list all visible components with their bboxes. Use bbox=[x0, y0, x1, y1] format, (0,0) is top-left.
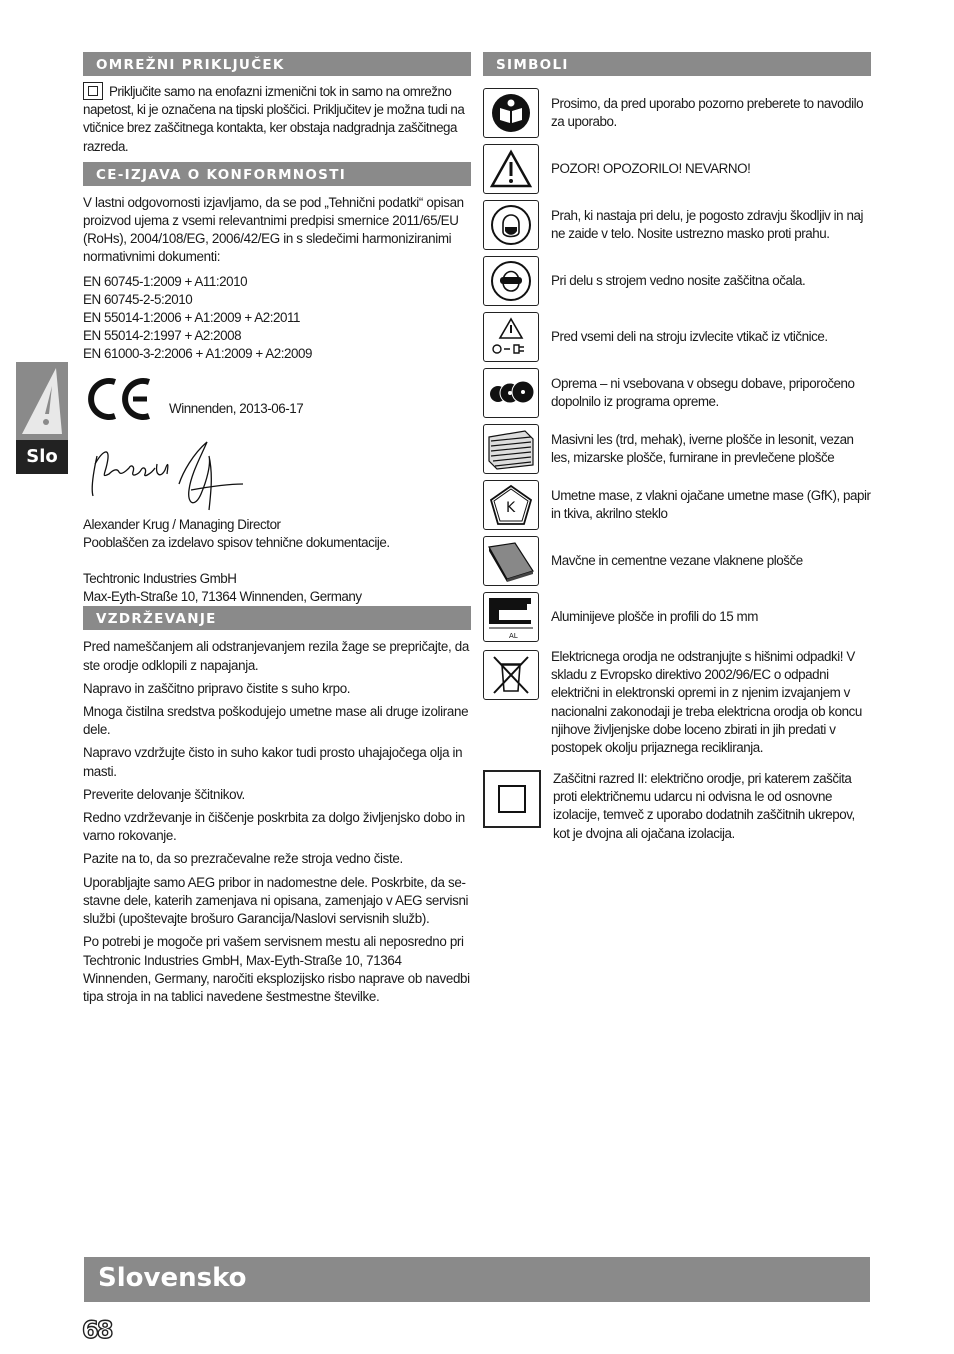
signatory: Alexander Krug / Managing Director bbox=[83, 516, 281, 532]
plasterboard-icon bbox=[483, 536, 539, 586]
symbol-text: Prah, ki nastaja pri delu, je pogosto zdravju škodljiv in naj ne zaide v telo. Nosite ustrezno masko proti prahu. bbox=[551, 207, 863, 241]
symbol-row bbox=[483, 312, 871, 362]
symbol-row bbox=[483, 368, 871, 418]
footer-language-title: Slovensko bbox=[98, 1263, 247, 1293]
section-heading-omrezni: OMREŽNI PRIKLJUČEK bbox=[83, 52, 471, 76]
symbol-row bbox=[483, 536, 871, 586]
norm-item: EN 60745-1:2009 + A11:2010 bbox=[83, 273, 248, 289]
plastic-icon bbox=[483, 480, 539, 530]
symbol-text: Elektricnega orodja ne odstranjujte s hišnimi odpadki! V skladu z Evropsko direktivo 2002/96/EC o odpadni električni in elektronski opremi in z njenim izvajanjem v nacionalni zakonodaji je treba elektricna orodja ob koncu njihove življenjske dobe loceno zbirati in jih predati v postopek okolju prijaznega recikliranja. bbox=[551, 649, 862, 756]
maintenance-paragraph: Mnoga čistilna sredstva poškodujejo umetne mase ali druge izolirane dele. bbox=[83, 704, 469, 738]
company-name: Techtronic Industries GmbH bbox=[83, 571, 237, 587]
maintenance-paragraph: Uporabljajte samo AEG pribor in nadomestne dele. Poskrbite, da se-stavne dele, katerih zamenjava ni opisana, zamenjajo v AEG servisni službi (upoštevajte brošuro Garancija/Naslovi servisnih služb). bbox=[83, 874, 469, 927]
dust-mask-icon bbox=[483, 200, 539, 250]
maintenance-paragraph: Pred nameščanjem ali odstranjevanjem rezila žage se prepričajte, da ste orodje odklopili z napajanja. bbox=[83, 639, 469, 673]
symbol-text: Pred vsemi deli na stroju izvlecite vtikač iz vtičnice. bbox=[551, 328, 828, 344]
weee-bin-icon bbox=[483, 650, 539, 700]
symbols-column bbox=[483, 52, 871, 852]
symbol-row bbox=[483, 480, 871, 530]
maintenance-paragraph: Redno vzdrževanje in čiščenje poskrbita za dolgo življenjsko dobo in varno rokovanje. bbox=[83, 810, 465, 844]
norm-item: EN 55014-2:1997 + A2:2008 bbox=[83, 328, 242, 344]
norm-item: EN 60745-2-5:2010 bbox=[83, 291, 193, 307]
symbol-row bbox=[483, 144, 871, 194]
signature-image bbox=[83, 434, 253, 516]
symbol-text: Zaščitni razred II: električno orodje, pri katerem zaščita proti električnemu udarcu ni odvisna le od osnovne izolacije, temveč z uporabo dodatnih zaščitnih ukrepov, kot je dvojna ali ojačana izolacija. bbox=[553, 771, 855, 841]
ce-intro: V lastni odgovornosti izjavljamo, da se pod „Tehnični podatki“ opisan proizvod ujema z vsemi relevantnimi predpisi smernice 2011/65/EU (RoHs), 2004/108/EG, 2006/42/EG in s sledečimi harmoniziranimi normativnimi dokumenti: bbox=[83, 194, 464, 265]
left-column bbox=[83, 52, 471, 1011]
section-heading-simboli: SIMBOLI bbox=[483, 52, 871, 76]
symbol-text: Oprema – ni vsebovana v obsegu dobave, priporočeno dopolnilo iz programa opreme. bbox=[551, 375, 855, 409]
section-heading-vzdrzevanje: VZDRŽEVANJE bbox=[83, 606, 471, 630]
ce-mark-row bbox=[83, 372, 471, 434]
symbol-text: Aluminijeve plošče in profili do 15 mm bbox=[551, 608, 758, 624]
svg-text:K: K bbox=[506, 500, 516, 516]
authorized-text: Pooblaščen za izdelavo spisov tehnične dokumentacije. bbox=[83, 534, 390, 550]
saw-blades-icon bbox=[483, 368, 539, 418]
protection-class-icon bbox=[83, 82, 103, 100]
maintenance-paragraph: Napravo vzdržujte čisto in suho kakor tudi prosto uhajajočega olja in masti. bbox=[83, 745, 463, 779]
symbol-text: Pri delu s strojem vedno nosite zaščitna očala. bbox=[551, 272, 806, 288]
symbol-row bbox=[483, 592, 871, 642]
language-label: Slo bbox=[16, 440, 68, 474]
manual-icon bbox=[483, 88, 539, 138]
symbol-row bbox=[483, 256, 871, 306]
symbol-row bbox=[483, 424, 871, 474]
ce-mark-icon bbox=[87, 376, 153, 422]
unplug-icon bbox=[483, 312, 539, 362]
norm-item: EN 55014-1:2006 + A1:2009 + A2:2011 bbox=[83, 310, 301, 326]
warning-icon bbox=[483, 144, 539, 194]
symbol-row bbox=[483, 770, 871, 843]
section-heading-ce: CE-IZJAVA O KONFORMNOSTI bbox=[83, 162, 471, 186]
symbol-text: Masivni les (trd, mehak), iverne plošče in lesonit, vezan les, mizarske plošče, furnirane in prevlečene plošče bbox=[551, 431, 854, 465]
maintenance-paragraph: Pazite na to, da so prezračevalne reže stroja vedno čiste. bbox=[83, 851, 403, 867]
symbol-row bbox=[483, 648, 871, 757]
maintenance-paragraph: Napravo in zaščitno pripravo čistite s suho krpo. bbox=[83, 680, 351, 696]
footer-bar bbox=[84, 1257, 870, 1302]
company-address: Max-Eyth-Straße 10, 71364 Winnenden, Germany bbox=[83, 589, 362, 605]
norms-list bbox=[83, 273, 471, 364]
symbol-row bbox=[483, 88, 871, 138]
class-ii-icon bbox=[483, 770, 541, 828]
wood-icon bbox=[483, 424, 539, 474]
maintenance-list bbox=[83, 638, 471, 1006]
place-date: Winnenden, 2013-06-17 bbox=[169, 400, 304, 416]
norm-item: EN 61000-3-2:2006 + A1:2009 + A2:2009 bbox=[83, 346, 313, 362]
symbol-text: Mavčne in cementne vezane vlaknene plošče bbox=[551, 552, 803, 568]
symbol-text: POZOR! OPOZORILO! NEVARNO! bbox=[551, 160, 751, 176]
symbol-row bbox=[483, 200, 871, 250]
page-number: 68 bbox=[82, 1316, 112, 1344]
maintenance-paragraph: Po potrebi je mogoče pri vašem servisnem mestu ali neposredno pri Techtronic Industries GmbH, Max-Eyth-Straße 10, 71364 Winnenden, Germany, naročiti eksplozijsko risbo naprave ob navedbi tipa stroja in na tablici navedene šestmestne številke. bbox=[83, 934, 470, 1004]
aluminium-profile-icon bbox=[483, 592, 539, 642]
maintenance-paragraph: Preverite delovanje ščitnikov. bbox=[83, 786, 245, 802]
warning-tab-icon bbox=[16, 362, 68, 440]
al-label: AL bbox=[509, 632, 518, 640]
language-side-tab bbox=[16, 362, 68, 474]
symbol-text: Umetne mase, z vlakni ojačane umetne mase (GfK), papir in tkiva, akrilno steklo bbox=[551, 487, 871, 521]
omrezni-body: Priključite samo na enofazni izmenični tok in samo na omrežno napetost, ki je označena na tipski ploščici. Priključitev je možna tudi na vtičnice brez zaščitnega kontakta, ker obstaja nadgradnja zaščitnega razreda. bbox=[83, 84, 465, 154]
goggles-icon bbox=[483, 256, 539, 306]
symbol-text: Prosimo, da pred uporabo pozorno preberete to navodilo za uporabo. bbox=[551, 95, 864, 129]
